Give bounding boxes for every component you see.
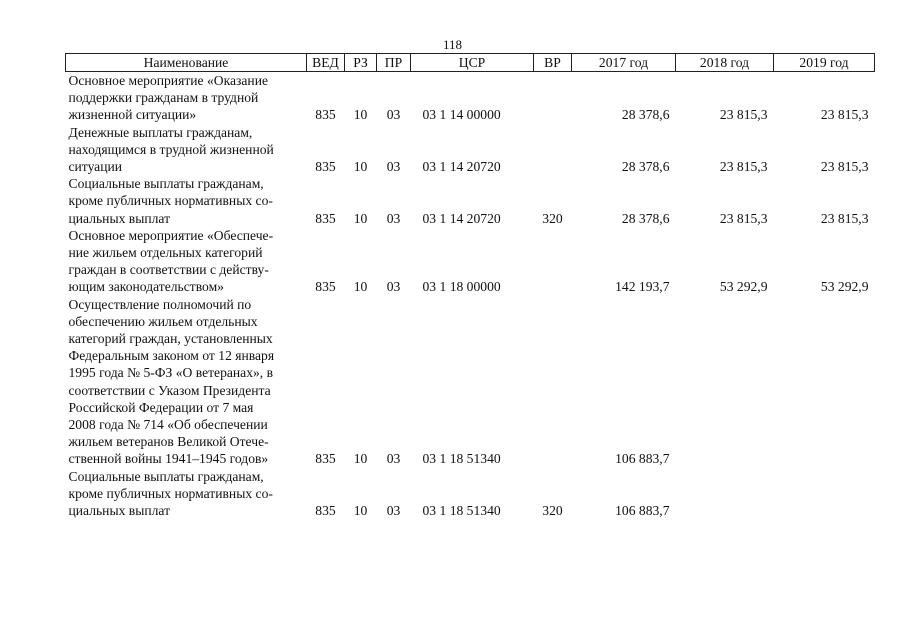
header-name: Наименование <box>66 54 307 72</box>
row-rz: 10 <box>353 451 368 467</box>
page-number: 118 <box>442 37 463 52</box>
header-ved: ВЕД <box>307 54 345 72</box>
row-name <box>66 175 307 227</box>
row-name-line: кроме публичных нормативных со- <box>68 193 273 209</box>
row-amount-2018 <box>676 296 774 468</box>
table-row <box>66 175 875 227</box>
row-name-line: Основное мероприятие «Обеспече- <box>68 227 274 243</box>
row-name-line: ние жильем отдельных категорий <box>68 245 263 261</box>
row-amount-2017: 28 378,6 <box>621 159 670 175</box>
row-amount-2017: 106 883,7 <box>615 503 670 519</box>
row-vr: 320 <box>542 503 563 519</box>
table-body <box>66 72 875 520</box>
row-rz: 10 <box>353 159 368 175</box>
header-2018: 2018 год <box>676 54 774 72</box>
row-name-line: ственной войны 1941–1945 годов» <box>68 451 269 467</box>
row-name-line: Денежные выплаты гражданам, <box>68 124 253 140</box>
row-rz: 10 <box>353 107 368 123</box>
table-row <box>66 72 875 124</box>
row-csr: 03 1 18 51340 <box>422 503 501 519</box>
row-name-line: Социальные выплаты гражданам, <box>68 468 264 484</box>
row-name <box>66 124 307 176</box>
row-vr <box>534 296 572 468</box>
row-rz: 10 <box>353 279 368 295</box>
row-csr: 03 1 14 20720 <box>422 210 501 226</box>
row-amount-2017: 142 193,7 <box>615 279 670 295</box>
row-name-line: ситуации <box>68 159 123 175</box>
table-row <box>66 468 875 520</box>
row-pr: 03 <box>386 210 401 226</box>
row-name-line: Федеральным законом от 12 января <box>68 348 275 364</box>
table-header-row <box>66 54 875 72</box>
row-csr: 03 1 18 00000 <box>422 279 501 295</box>
row-ved: 835 <box>315 159 336 175</box>
row-name-line: Российской Федерации от 7 мая <box>68 399 254 415</box>
budget-table <box>65 53 875 519</box>
row-name-line: соответствии с Указом Президента <box>68 382 271 398</box>
row-name-line: поддержки гражданам в трудной <box>68 90 259 106</box>
row-pr: 03 <box>386 159 401 175</box>
row-pr: 03 <box>386 279 401 295</box>
row-name-line: обеспечению жильем отдельных <box>68 313 258 329</box>
header-rz: РЗ <box>345 54 377 72</box>
row-vr: 320 <box>542 210 563 226</box>
row-amount-2019 <box>774 468 875 520</box>
row-name <box>66 227 307 296</box>
row-pr: 03 <box>386 107 401 123</box>
row-amount-2017: 106 883,7 <box>615 451 670 467</box>
row-vr <box>534 124 572 176</box>
row-amount-2018: 23 815,3 <box>719 107 768 123</box>
row-amount-2019: 53 292,9 <box>820 279 869 295</box>
row-name <box>66 72 307 124</box>
row-name <box>66 468 307 520</box>
row-name-line: категорий граждан, установленных <box>68 331 273 347</box>
header-2019: 2019 год <box>774 54 875 72</box>
row-amount-2018: 23 815,3 <box>719 210 768 226</box>
row-amount-2019 <box>774 296 875 468</box>
row-pr: 03 <box>386 451 401 467</box>
row-name-line: циальных выплат <box>68 210 171 226</box>
row-name-line: жильем ветеранов Великой Отече- <box>68 434 269 450</box>
row-ved: 835 <box>315 503 336 519</box>
row-pr: 03 <box>386 503 401 519</box>
row-amount-2017: 28 378,6 <box>621 107 670 123</box>
row-csr: 03 1 14 00000 <box>422 107 501 123</box>
row-csr: 03 1 14 20720 <box>422 159 501 175</box>
row-rz: 10 <box>353 210 368 226</box>
row-name-line: кроме публичных нормативных со- <box>68 485 273 501</box>
row-amount-2017: 28 378,6 <box>621 210 670 226</box>
row-ved: 835 <box>315 279 336 295</box>
header-pr: ПР <box>377 54 411 72</box>
header-2017: 2017 год <box>572 54 676 72</box>
row-ved: 835 <box>315 451 336 467</box>
header-csr: ЦСР <box>411 54 534 72</box>
table-row <box>66 124 875 176</box>
row-vr <box>534 227 572 296</box>
row-name-line: граждан в соответствии с действу- <box>68 262 269 278</box>
row-name-line: ющим законодательством» <box>68 279 224 295</box>
row-amount-2018: 23 815,3 <box>719 159 768 175</box>
row-ved: 835 <box>315 210 336 226</box>
row-amount-2019: 23 815,3 <box>820 107 869 123</box>
table-row <box>66 296 875 468</box>
table-row <box>66 227 875 296</box>
row-name-line: циальных выплат <box>68 503 171 519</box>
row-amount-2019: 23 815,3 <box>820 210 869 226</box>
row-name-line: 1995 года № 5-ФЗ «О ветеранах», в <box>68 365 274 381</box>
row-amount-2019: 23 815,3 <box>820 159 869 175</box>
row-csr: 03 1 18 51340 <box>422 451 501 467</box>
row-amount-2018 <box>676 468 774 520</box>
row-name-line: жизненной ситуации» <box>68 107 197 123</box>
row-ved: 835 <box>315 107 336 123</box>
row-name-line: Основное мероприятие «Оказание <box>68 73 269 88</box>
row-name-line: Осуществление полномочий по <box>68 296 252 312</box>
row-name <box>66 296 307 468</box>
row-name-line: находящимся в трудной жизненной <box>68 141 274 157</box>
row-vr <box>534 72 572 124</box>
row-name-line: 2008 года № 714 «Об обеспечении <box>68 417 268 433</box>
row-name-line: Социальные выплаты гражданам, <box>68 176 264 192</box>
header-vr: ВР <box>534 54 572 72</box>
row-rz: 10 <box>353 503 368 519</box>
row-amount-2018: 53 292,9 <box>719 279 768 295</box>
